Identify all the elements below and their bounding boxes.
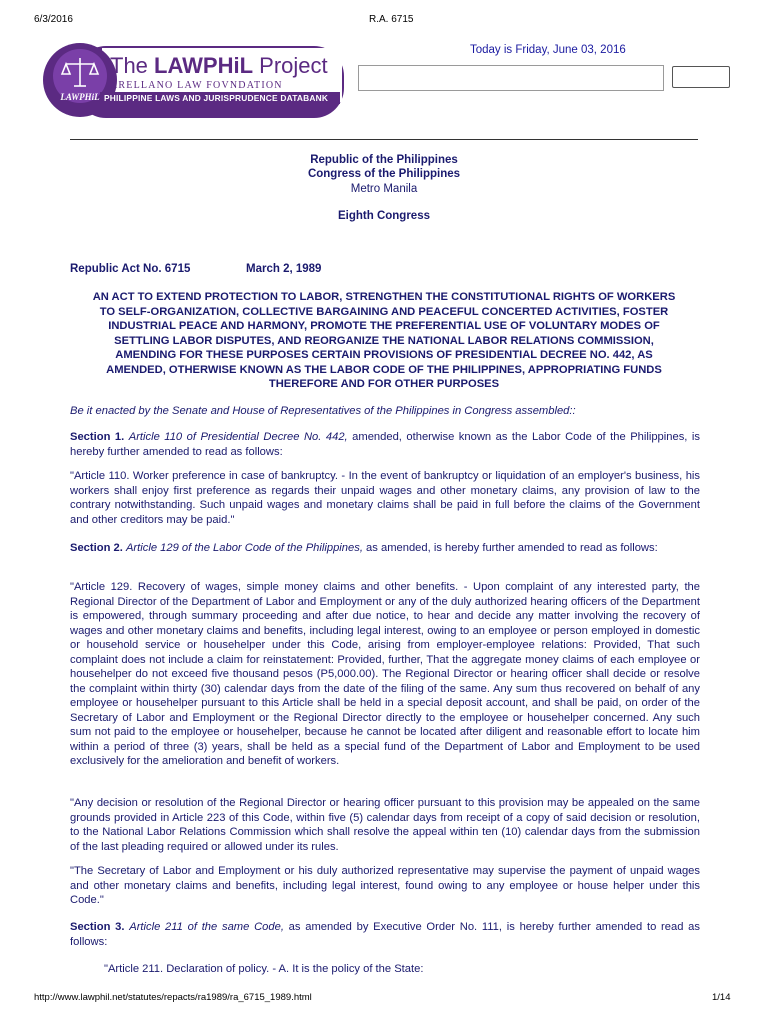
republic-heading: Republic of the Philippines: [310, 154, 458, 166]
section-2-text: as amended, is hereby further amended to read as follows:: [362, 542, 658, 554]
site-name-suffix: Project: [259, 53, 328, 78]
secretary-text: "The Secretary of Labor and Employment or his duly authorized representative may supervise the payment of unpaid wages and other monetary claims and benefits, including legal interest, found owing to any employee or house helper under this Code.": [70, 865, 700, 906]
site-foundation: ARELLANO LAW FOVNDATION: [110, 80, 283, 91]
article-110-text: "Article 110. Worker preference in case of bankruptcy. - In the event of bankruptcy or liquidation of an employer's business, his workers shall enjoy first preference as regards their unpaid wages and other monetary claims, any provision of law to the contrary notwithstanding. Such unpaid wages and monetary claims shall be paid in full before the claims of the Government and other creditors may be paid.": [70, 470, 700, 526]
act-title: AN ACT TO EXTEND PROTECTION TO LABOR, STRENGTHEN THE CONSTITUTIONAL RIGHTS OF WORKERS TO SELF-ORGANIZATION, COLLECTIVE BARGAINING AND PEACEFUL CONCERTED ACTIVITIES, FOSTER INDUSTRIAL PEACE AND HARMONY, PROMOTE THE PREFERENTIAL USE OF VOLUNTARY MODES OF SETTLING LABOR DISPUTES, AND REORGANIZE THE NATIONAL LABOR RELATIONS COMMISSION, AMENDING FOR THESE PURPOSES CERTAIN PROVISIONS OF PRESIDENTIAL DECREE NO. 442, AS AMENDED, OTHERWISE KNOWN AS THE LABOR CODE OF THE PHILIPPINES, APPROPRIATING FUNDS THEREFORE AND FOR OTHER PURPOSES: [92, 291, 676, 390]
section-3: [70, 920, 700, 949]
section-3-label: Section 3.: [70, 921, 125, 933]
print-date: 6/3/2016: [34, 14, 73, 25]
location-heading: Metro Manila: [350, 183, 418, 195]
search-input[interactable]: [358, 65, 664, 91]
svg-text:LAWPHiL: LAWPHiL: [60, 92, 100, 102]
act-number: Republic Act No. 6715: [70, 263, 191, 275]
print-page: 1/14: [712, 992, 731, 1003]
site-name-main: LAWPHiL: [154, 53, 254, 78]
section-1-label: Section 1.: [70, 431, 125, 443]
header-divider: [70, 139, 698, 140]
section-3-ref: Article 211 of the same Code,: [129, 921, 284, 933]
site-name: [110, 53, 328, 79]
section-2-label: Section 2.: [70, 542, 123, 554]
section-1-ref: Article 110 of Presidential Decree No. 442,: [128, 431, 348, 443]
section-3-text: as amended by Executive Order No. 111, is hereby further amended to read as follows:: [70, 921, 700, 948]
search-button[interactable]: [672, 66, 730, 88]
article-211-text: "Article 211. Declaration of policy. - A. It is the policy of the State:: [104, 963, 424, 975]
site-tagline: PHILIPPINE LAWS AND JURISPRUDENCE DATABANK: [104, 93, 329, 103]
section-2: [70, 541, 700, 556]
print-url: http://www.lawphil.net/statutes/repacts/ra1989/ra_6715_1989.html: [34, 992, 312, 1003]
section-1-text: amended, otherwise known as the Labor Code of the Philippines, is hereby further amended to read as follows:: [70, 431, 700, 458]
appeal-text: "Any decision or resolution of the Regional Director or hearing officer pursuant to this provision may be appealed on the same grounds provided in Article 223 of this Code, within five (5) calendar days from receipt of a copy of said decision or resolution, to the National Labor Relations Commission which shall resolve the appeal within ten (10) calendar days from the submission of the last pleading required or allowed under its rules.: [70, 797, 700, 853]
congress-heading: Congress of the Philippines: [307, 168, 461, 180]
print-title: R.A. 6715: [369, 14, 414, 25]
act-number-line: [70, 263, 322, 275]
enacting-clause: Be it enacted by the Senate and House of Representatives of the Philippines in Congress assembled::: [70, 405, 576, 417]
act-date: March 2, 1989: [246, 263, 322, 275]
site-name-prefix: The: [110, 53, 148, 78]
article-129-text: "Article 129. Recovery of wages, simple money claims and other benefits. - Upon complaint of any interested party, the Regional Director of the Department of Labor and Employment or any of the duly authorized hearing officers of the Department is empowered, through summary proceeding and after due notice, to hear and decide any matter involving the recovery of wages and other monetary claims and benefits, including legal interest, owing to an employee or person employed in domestic or household service or househelper under this Code, arising from employer-employee relations: Provided, That such complaint does not include a claim for reinstatement: Provided, further, That the aggregate money claims of each employee or househelper do not exceed five thousand pesos (P5,000.00). The Regional Director or hearing officer shall decide or resolve the complaint within thirty (30) calendar days from the date of the filing of the same. Any sum thus recovered on behalf of any employee or househelper pursuant to this Article shall be held in a special deposit account, and shall be paid, on order of the Secretary of Labor and Employment or the Regional Director directly to the employee or househelper concerned. Any such sum not paid to the employee or househelper, because he cannot be located after diligent and reasonable effort to locate him within a period of three (3) years, shall be held as a special fund of the Department of Labor and Employment to be used exclusively for the amelioration and benefit of workers.: [70, 581, 700, 767]
section-1: [70, 430, 700, 459]
section-2-ref: Article 129 of the Labor Code of the Philippines,: [125, 542, 363, 554]
session-heading: Eighth Congress: [337, 210, 430, 222]
today-date: Today is Friday, June 03, 2016: [470, 44, 626, 56]
